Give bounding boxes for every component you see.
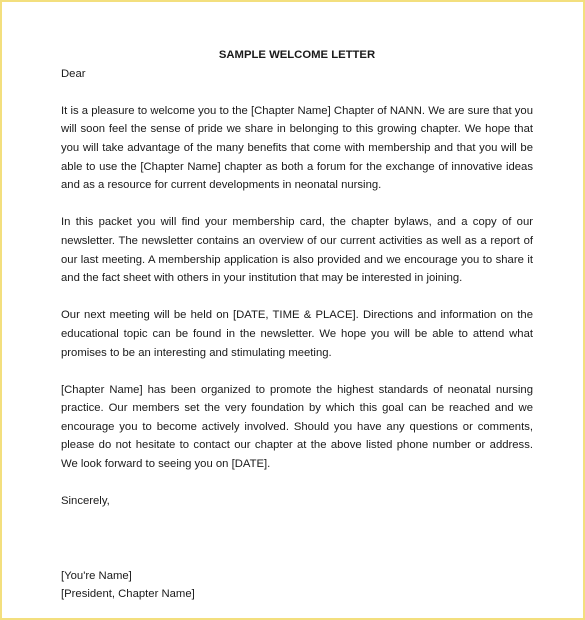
paragraph-meeting: Our next meeting will be held on [DATE, TIME & PLACE]. Directions and information on the educational topic can be found in the newsletter. We hope you will be able to attend what promises to be an interesting and stimulating meeting. xyxy=(61,309,533,359)
letter-salutation: Dear xyxy=(61,67,86,80)
paragraph-chapter: [Chapter Name] has been organized to promote the highest standards of neonatal nursing practice. Our members set the very foundation by which this goal can be reached and we encourage you to become actively involved. Should you have any questions or comments, please do not hesitate to contact our chapter at the above listed phone number or address. We look forward to seeing you on [DATE]. xyxy=(61,383,533,471)
paragraph-packet: In this packet you will find your membership card, the chapter bylaws, and a copy of our newsletter. The newsletter contains an overview of our current activities as well as a report of our last meeting. A membership application is also provided and we encourage you to share it and the fact sheet with others in your institution that may be interested in joining. xyxy=(61,216,533,285)
signature-block xyxy=(61,567,533,604)
signature-role: [President, Chapter Name] xyxy=(61,588,195,601)
signature-name: [You're Name] xyxy=(61,569,132,582)
letter-title: SAMPLE WELCOME LETTER xyxy=(218,49,376,61)
letter-body xyxy=(61,46,533,604)
bottom-fade xyxy=(4,602,581,616)
paragraph-welcome: It is a pleasure to welcome you to the [Chapter Name] Chapter of NANN. We are sure that you will soon feel the sense of pride we share in belonging to this growing chapter. We hope that you will take advantage of the many benefits that come with membership and that you will be able to use the [Chapter Name] chapter as both a forum for the exchange of innovative ideas and as a resource for current developments in neonatal nursing. xyxy=(61,104,533,192)
letter-closing: Sincerely, xyxy=(61,495,110,508)
